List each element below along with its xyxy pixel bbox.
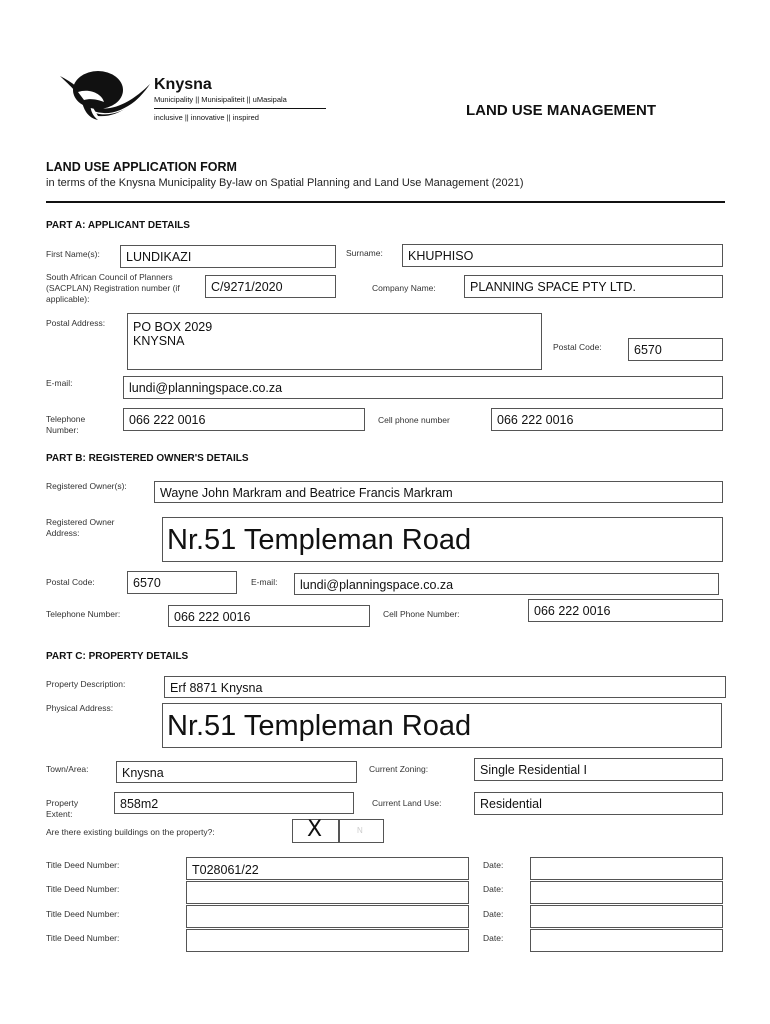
extent-value: 858m2 — [120, 797, 159, 811]
town-label: Town/Area: — [46, 764, 89, 774]
owners-value: Wayne John Markram and Beatrice Francis Markram — [160, 486, 453, 500]
telephone-label: Telephone Number: — [46, 414, 86, 435]
form-subtitle: in terms of the Knysna Municipality By-law on Spatial Planning and Land Use Management (2021) — [46, 177, 524, 189]
owner-address-value: Nr.51 Templeman Road — [167, 524, 472, 556]
postal-address-label: Postal Address: — [46, 318, 106, 328]
cell-value: 066 222 0016 — [497, 413, 574, 427]
cell-label: Cell phone number — [378, 415, 450, 425]
owner-cell-value: 066 222 0016 — [534, 604, 611, 618]
title-deed-label: Title Deed Number: — [46, 909, 120, 919]
brand-divider — [154, 108, 326, 109]
postal-code-value: 6570 — [634, 343, 662, 357]
date-label: Date: — [483, 909, 504, 919]
title-deed-label: Title Deed Number: — [46, 860, 120, 870]
postal-address-value: PO BOX 2029 KNYSNA — [133, 320, 213, 348]
surname-value: KHUPHISO — [408, 249, 474, 263]
title-deed-value: T028061/22 — [192, 863, 259, 877]
owner-cell-label: Cell Phone Number: — [383, 609, 460, 619]
surname-label: Surname: — [346, 248, 383, 258]
part-c-heading: PART C: PROPERTY DETAILS — [46, 651, 189, 662]
knysna-logo-icon — [58, 62, 152, 126]
property-description-value: Erf 8871 Knysna — [170, 681, 263, 695]
zoning-label: Current Zoning: — [369, 764, 429, 774]
email-value: lundi@planningspace.co.za — [129, 381, 283, 395]
date-label: Date: — [483, 860, 504, 870]
owners-label: Registered Owner(s): — [46, 481, 127, 491]
title-deed-field[interactable] — [186, 929, 469, 952]
part-a-heading: PART A: APPLICANT DETAILS — [46, 220, 190, 231]
date-field[interactable] — [530, 857, 723, 880]
property-description-label: Property Description: — [46, 679, 126, 689]
owner-telephone-value: 066 222 0016 — [174, 610, 251, 624]
sacplan-value: C/9271/2020 — [211, 280, 283, 294]
owner-email-value: lundi@planningspace.co.za — [300, 578, 454, 592]
brand-subtitle: Municipality || Munisipaliteit || uMasipala — [154, 95, 287, 104]
extent-label: Property Extent: — [46, 798, 79, 819]
owner-postal-code-value: 6570 — [133, 576, 161, 590]
brand-tagline: inclusive || innovative || inspired — [154, 113, 259, 122]
telephone-value: 066 222 0016 — [129, 413, 206, 427]
existing-buildings-yes-mark: X — [307, 817, 323, 842]
title-deed-label: Title Deed Number: — [46, 884, 120, 894]
postal-code-label: Postal Code: — [553, 342, 602, 352]
date-label: Date: — [483, 884, 504, 894]
existing-buildings-label: Are there existing buildings on the property?: — [46, 827, 215, 837]
land-use-label: Current Land Use: — [372, 798, 442, 808]
brand-name: Knysna — [154, 76, 212, 93]
date-field[interactable] — [530, 929, 723, 952]
owner-telephone-label: Telephone Number: — [46, 609, 121, 619]
zoning-value: Single Residential I — [480, 763, 588, 777]
date-field[interactable] — [530, 881, 723, 904]
title-deed-label: Title Deed Number: — [46, 933, 120, 943]
first-name-value: LUNDIKAZI — [126, 250, 192, 264]
header-rule — [46, 201, 725, 203]
owner-email-label: E-mail: — [251, 577, 278, 587]
page-title: LAND USE MANAGEMENT — [466, 102, 656, 119]
land-use-value: Residential — [480, 797, 542, 811]
physical-address-label: Physical Address: — [46, 703, 114, 713]
owner-address-label: Registered Owner Address: — [46, 517, 115, 538]
existing-buildings-no-label: N — [357, 826, 363, 835]
title-deed-field[interactable] — [186, 881, 469, 904]
title-deed-field[interactable] — [186, 905, 469, 928]
town-value: Knysna — [122, 766, 164, 780]
owner-postal-code-label: Postal Code: — [46, 577, 95, 587]
date-field[interactable] — [530, 905, 723, 928]
date-label: Date: — [483, 933, 504, 943]
part-b-heading: PART B: REGISTERED OWNER'S DETAILS — [46, 453, 249, 464]
company-value: PLANNING SPACE PTY LTD. — [470, 280, 637, 294]
company-label: Company Name: — [372, 283, 436, 293]
email-label: E-mail: — [46, 378, 73, 388]
sacplan-label: South African Council of Planners (SACPLAN) Registration number (if applicable): — [46, 272, 180, 304]
first-name-label: First Name(s): — [46, 249, 100, 259]
form-title: LAND USE APPLICATION FORM — [46, 160, 237, 174]
physical-address-value: Nr.51 Templeman Road — [167, 710, 472, 742]
